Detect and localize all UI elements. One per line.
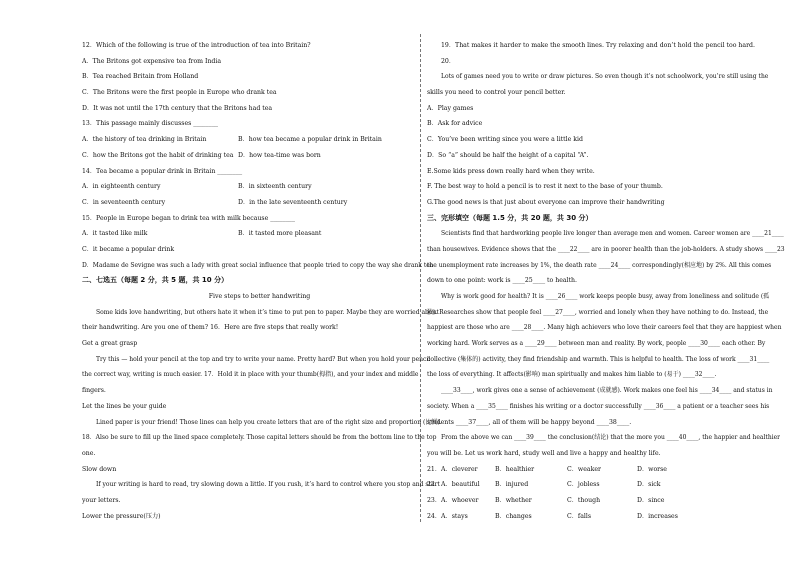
choice-a: A．Play games [427,104,474,112]
q14-options-row-1 [82,179,437,195]
q21-option-c: C．weaker [567,465,601,473]
gap-19-line: 19．That makes it harder to make the smooth lines. Try relaxing and don’t hold the pencil too hard. [441,42,755,49]
q21-option-d: D．worse [637,465,667,473]
para-4-line-1: If your writing is hard to read, try slowing down a little. If you rush, it’s hard to control where you stop and start [96,481,440,489]
choice-g: G.The good news is that just about everyone can improve their handwriting [427,198,665,206]
q14-option-d: D．in the late seventeenth century [238,198,348,206]
q23-option-c: C．though [567,496,601,504]
q22-option-b: B．injured [495,481,529,489]
q13-stem: 13．This passage mainly discusses ________ [82,120,219,128]
cloze-line-13: students ____37____, all of them will be happy beyond ____38____. [427,418,632,426]
q21-option-a: 21．A．cleverer [427,465,478,473]
right-column [427,38,785,524]
cloze-line-2: than housewives. Evidence shows that the ____22____ are in poorer health than the job-holders. A study shows ____23 [427,245,785,253]
q15-option-b: B．it tasted more pleasant [238,230,322,238]
cloze-line-4: down to one point: work is ____25____ to health. [427,277,577,285]
choice-b: B．Ask for advice [427,120,483,128]
para-4-line-2: your letters. [82,496,121,504]
q24-option-a: 24．A．stays [427,512,468,520]
subheading-pressure: Lower the pressure(压力) [82,512,161,520]
subheading-slow: Slow down [82,465,117,473]
cloze-line-7: happiest are those who are ____28____. Many high achievers who love their careers feel that they are happiest when [427,324,782,332]
q15-option-d: D．Madame de Sevigne was such a lady with great social influence that people tried to copy the way she drank tea [82,261,434,269]
q23-option-d: D．since [637,496,665,504]
q24-option-b: B．changes [495,512,532,520]
q13-options-row-1 [82,132,437,148]
q15-option-a: A．it tasted like milk [82,230,148,238]
q23-option-a: 23．A．whoever [427,496,479,504]
q12-stem: 12．Which of the following is true of the introduction of tea into Britain? [82,42,311,49]
cloze-line-9: collective (集体的) activity, they find friendship and warmth. This is helpful to health. The loss of work ____31____ [427,355,770,363]
para-3-line-1: Lined paper is your friend! Those lines can help you create letters that are of the right size and proportion (比例). [96,418,442,426]
cloze-line-5: Why is work good for health? It is ____26____ work keeps people busy, away from loneliness and solitude (孤 [441,293,770,300]
cloze-line-8: working hard. Work serves as a ____29____ between man and reality. By work, people ____30____ each other. By [427,340,766,348]
choice-d: D．So “a” should be half the height of a capital “A”. [427,151,589,159]
cloze-line-10: the loss of everything. It affects(影响) man spiritually and makes him liable to (易于) ____32____. [427,371,717,379]
left-column [82,38,442,524]
q12-option-b: B．Tea reached Britain from Holland [82,73,199,81]
q22-options [427,477,782,493]
passage-title: Five steps to better handwriting [208,293,311,300]
para-2-line-3: fingers. [82,387,106,395]
q15-option-c: C．it became a popular drink [82,245,175,253]
q22-option-a: 22．A．beautiful [427,481,480,489]
q13-option-b: B．how tea became a popular drink in Britain [238,136,382,144]
q23-options [427,493,782,509]
choice-f: F. The best way to hold a pencil is to rest it next to the base of your thumb. [427,183,663,191]
cloze-line-6: 独). Researches show that people feel ____27____, worried and lonely when they have nothing to do. Instead, the [427,308,769,316]
q24-option-d: D．increases [637,512,678,520]
q15-stem: 15．People in Europe began to drink tea with milk because ________ [82,214,295,222]
q23-option-b: B．whether [495,496,532,504]
q22-option-c: C．jobless [567,481,600,489]
cloze-line-1: Scientists find that hardworking people live longer than average men and women. Career women are ____21____ [441,230,784,238]
q13-option-c: C．how the Britons got the habit of drinking tea [82,151,234,159]
para-3-line-2: 18．Also be sure to fill up the lined space completely. Those capital letters should be from the bottom line to the top [82,434,437,442]
cloze-line-12: society. When a ____35____ finishes his writing or a doctor successfully ____36____ a patient or a teacher sees his [427,402,770,410]
q14-stem: 14．Tea became a popular drink in Britain ________ [82,167,243,175]
q12-option-a: A．The Britons got expensive tea from India [82,57,222,65]
q13-option-d: D．how tea-time was born [238,151,321,159]
subheading-lines: Let the lines be your guide [82,402,167,410]
para-2-line-1: Try this — hold your pencil at the top and try to write your name. Pretty hard? But when you hold your pencil [96,355,431,363]
q14-options-row-2 [82,195,437,211]
para-1-line-2: their handwriting. Are you one of them? 16．Here are five steps that really work! [82,324,339,332]
q21-options [427,462,782,478]
q22-option-d: D．sick [637,481,661,489]
section-2-heading: 二、七选五（每题 2 分，共 5 题，共 10 分） [82,276,229,285]
q24-options [427,509,782,525]
para-3-line-3: one. [82,449,96,457]
para-2-line-2: the correct way, writing is much easier. 17．Hold it in place with your thumb(拇指), and your index and middle [82,371,419,379]
para-games-line-1: Lots of games need you to write or draw pictures. So even though it’s not schoolwork, you’re still using the [441,73,769,81]
cloze-line-15: you will be. Let us work hard, study well and live a happy and healthy life. [427,449,661,457]
cloze-line-11: ____33____, work gives one a sense of achievement (成就感). Work makes one feel his ____34____ and status in [441,387,773,395]
q12-option-c: C．The Britons were the first people in Europe who drank tea [82,89,277,97]
q14-option-b: B．in sixteenth century [238,183,312,191]
q14-option-c: C．in seventeenth century [82,198,166,206]
subheading-grasp: Get a great grasp [82,340,138,348]
q24-option-c: C．falls [567,512,592,520]
para-1-line-1: Some kids love handwriting, but others hate it when it’s time to put pen to paper. Maybe they are worried about [96,308,439,316]
section-3-heading: 三、完形填空（每题 1.5 分，共 20 题，共 30 分） [427,213,593,222]
cloze-line-3: the unemployment rate increases by 1%, the death rate ____24____ correspondingly(相应地) by 2%. All this comes [427,261,772,269]
cloze-line-14: From the above we can ____39____ the conclusion(结论) that the more you ____40____, the happier and healthier [441,434,781,442]
choice-c: C．You’ve been writing since you were a little kid [427,136,583,144]
q15-options-row-1 [82,226,437,242]
gap-20-line: 20． [441,57,456,65]
q21-option-b: B．healthier [495,465,535,473]
q13-option-a: A．the history of tea drinking in Britain [82,136,207,144]
choice-e: E.Some kids press down really hard when they write. [427,167,595,175]
para-games-line-2: skills you need to control your pencil better. [427,89,566,97]
q13-options-row-2 [82,148,437,164]
q14-option-a: A．in eighteenth century [82,183,161,191]
q12-option-d: D．It was not until the 17th century that the Britons had tea [82,104,273,112]
